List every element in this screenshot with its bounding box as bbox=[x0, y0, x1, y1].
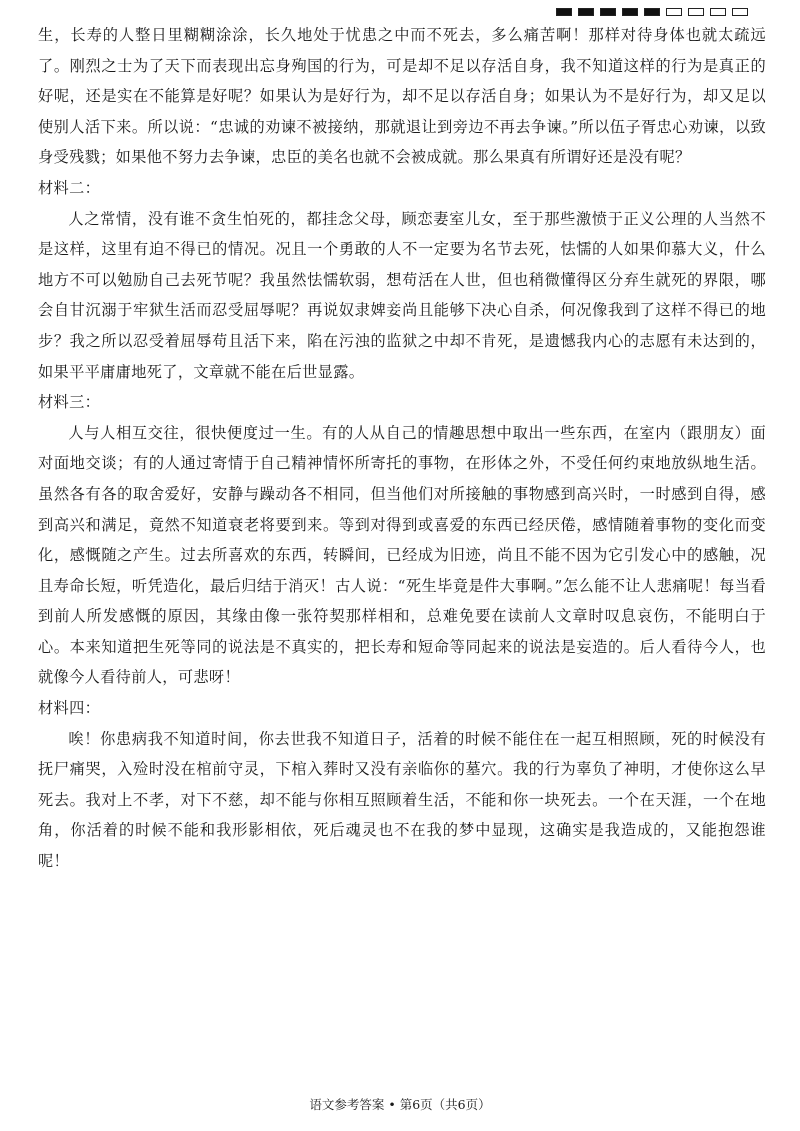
progress-mark-filled bbox=[578, 8, 594, 16]
progress-mark-empty bbox=[732, 8, 748, 16]
progress-mark-filled bbox=[622, 8, 638, 16]
progress-mark-empty bbox=[666, 8, 682, 16]
paragraph-material-2: 人之常情，没有谁不贪生怕死的，都挂念父母，顾恋妻室儿女，至于那些激愤于正义公理的人当然不是这样，这里有迫不得已的情况。况且一个勇敢的人不一定要为名节去死，怯懦的人如果仰慕大义，什么地方不可以勉励自己去死节呢？我虽然怯懦软弱，想苟活在人世，但也稍微懂得区分弃生就死的界限，哪会自甘沉溺于牢狱生活而忍受屈辱呢？再说奴隶婢妾尚且能够下决心自杀，何况像我到了这样不得已的地步？我之所以忍受着屈辱苟且活下来，陷在污浊的监狱之中却不肯死，是遗憾我内心的志愿有未达到的，如果平平庸庸地死了，文章就不能在后世显露。 bbox=[38, 209, 766, 381]
page-footer: 语文参考答案 • 第6页（共6页） bbox=[309, 1097, 491, 1112]
progress-mark-empty bbox=[688, 8, 704, 16]
progress-marks bbox=[556, 8, 748, 16]
progress-mark-filled bbox=[556, 8, 572, 16]
progress-mark-empty bbox=[710, 8, 726, 16]
document-body bbox=[38, 20, 766, 877]
section-heading-material-2: 材料二： bbox=[38, 178, 101, 197]
section-heading-material-3: 材料三： bbox=[38, 393, 101, 412]
paragraph-continued: 生，长寿的人整日里糊糊涂涂，长久地处于忧患之中而不死去，多么痛苦啊！那样对待身体也就太疏远了。刚烈之士为了天下而表现出忘身殉国的行为，可是却不足以存活自身，我不知道这样的行为是真正的好呢，还是实在不能算是好呢？如果认为是好行为，却不足以存活自身；如果认为不是好行为，却又足以使别人活下来。所以说：“忠诚的劝谏不被接纳，那就退让到旁边不再去争谏。”所以伍子胥忠心劝谏，以致身受残戮；如果他不努力去争谏，忠臣的美名也就不会被成就。那么果真有所谓好还是没有呢？ bbox=[38, 26, 766, 167]
progress-mark-filled bbox=[644, 8, 660, 16]
section-heading-material-4: 材料四： bbox=[38, 699, 101, 718]
paragraph-material-3: 人与人相互交往，很快便度过一生。有的人从自己的情趣思想中取出一些东西，在室内（跟朋友）面对面地交谈；有的人通过寄情于自己精神情怀所寄托的事物，在形体之外，不受任何约束地放纵地生活。虽然各有各的取舍爱好，安静与躁动各不相同，但当他们对所接触的事物感到高兴时，一时感到自得，感到高兴和满足，竟然不知道衰老将要到来。等到对得到或喜爱的东西已经厌倦，感情随着事物的变化而变化，感慨随之产生。过去所喜欢的东西，转瞬间，已经成为旧迹，尚且不能不因为它引发心中的感触，况且寿命长短，听凭造化，最后归结于消灭！古人说：“死生毕竟是件大事啊。”怎么能不让人悲痛呢！每当看到前人所发感慨的原因，其缘由像一张符契那样相和，总难免要在读前人文章时叹息哀伤，不能明白于心。本来知道把生死等同的说法是不真实的，把长寿和短命等同起来的说法是妄造的。后人看待今人，也就像今人看待前人，可悲呀！ bbox=[38, 423, 766, 687]
paragraph-material-4: 唉！你患病我不知道时间，你去世我不知道日子，活着的时候不能住在一起互相照顾，死的时候没有抚尸痛哭，入殓时没在棺前守灵，下棺入葬时又没有亲临你的墓穴。我的行为辜负了神明，才使你这么早死去。我对上不孝，对下不慈，却不能与你相互照顾着生活，不能和你一块死去。一个在天涯，一个在地角，你活着的时候不能和我形影相依，死后魂灵也不在我的梦中显现，这确实是我造成的，又能抱怨谁呢！ bbox=[38, 729, 766, 871]
progress-mark-filled bbox=[600, 8, 616, 16]
